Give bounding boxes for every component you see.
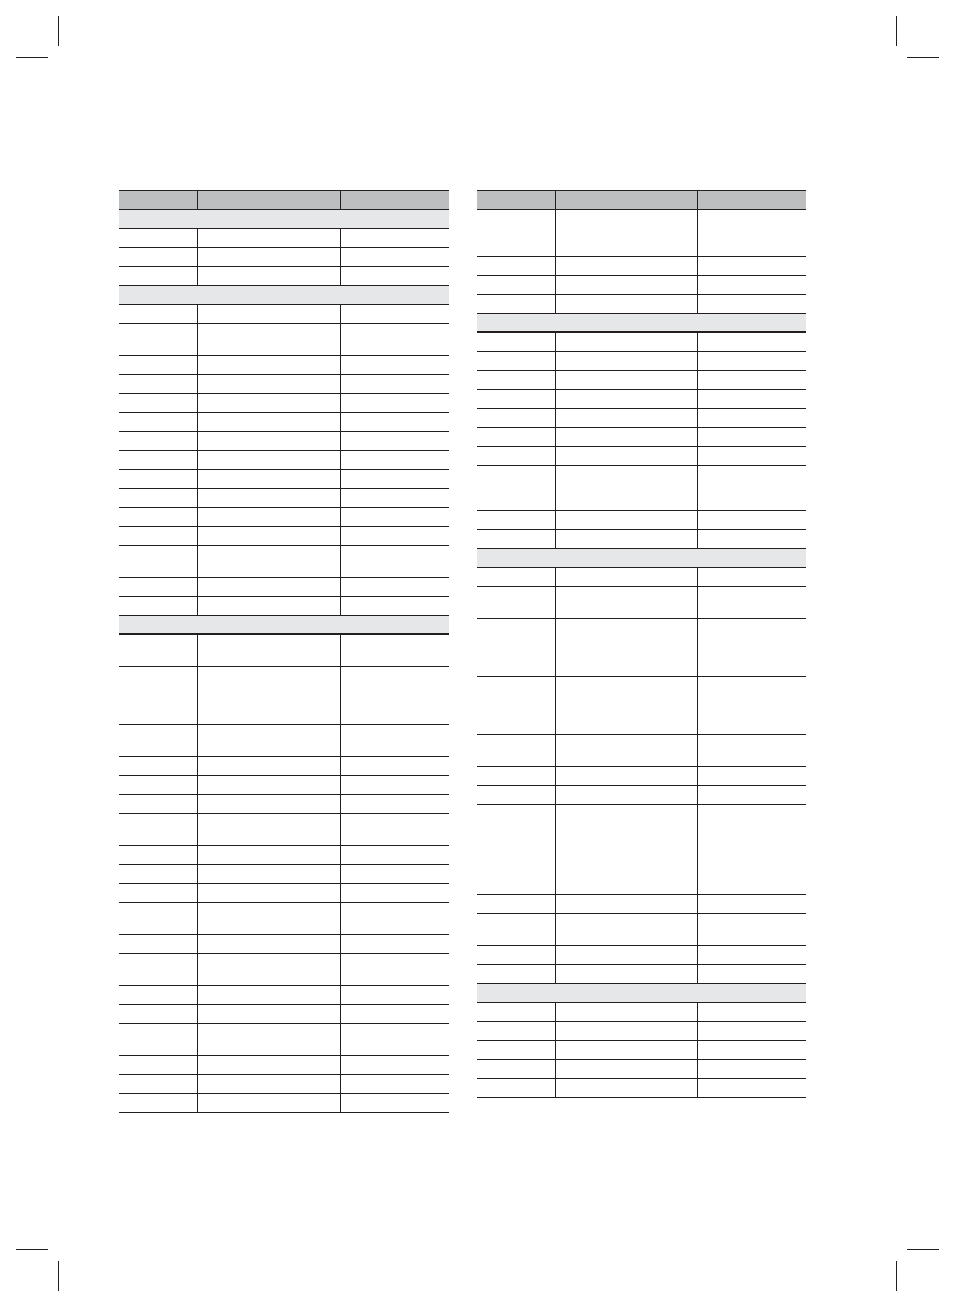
table-row xyxy=(477,895,806,914)
table-row xyxy=(477,210,806,257)
column-divider xyxy=(697,1060,698,1078)
table-row xyxy=(119,667,449,725)
column-divider xyxy=(697,1041,698,1059)
table-row xyxy=(477,1079,806,1098)
table-row xyxy=(119,248,449,267)
table-row xyxy=(119,757,449,776)
column-divider xyxy=(340,986,341,1004)
table-row xyxy=(119,1024,449,1056)
column-divider xyxy=(340,1024,341,1055)
column-divider xyxy=(197,1056,198,1074)
column-divider xyxy=(340,432,341,450)
table-row xyxy=(477,587,806,619)
table-row xyxy=(119,1056,449,1075)
column-divider xyxy=(197,451,198,469)
table-row xyxy=(477,1041,806,1060)
column-divider xyxy=(197,1005,198,1023)
column-divider xyxy=(697,677,698,734)
crop-mark-bottom-right-horizontal xyxy=(907,1249,939,1250)
table-row xyxy=(119,954,449,986)
column-divider xyxy=(697,530,698,548)
table-row xyxy=(477,914,806,946)
column-divider xyxy=(340,795,341,813)
table-row xyxy=(119,725,449,757)
crop-mark-bottom-left-vertical xyxy=(58,1261,59,1291)
table-row xyxy=(477,390,806,409)
column-divider xyxy=(555,210,556,256)
column-divider xyxy=(340,903,341,934)
column-divider xyxy=(555,295,556,313)
table-section-row xyxy=(119,210,449,229)
column-divider xyxy=(197,667,198,724)
column-divider xyxy=(197,846,198,864)
table-row xyxy=(119,546,449,578)
table-row xyxy=(477,447,806,466)
table-row xyxy=(119,229,449,248)
table-row xyxy=(477,619,806,677)
column-divider xyxy=(555,257,556,275)
column-divider xyxy=(340,597,341,615)
column-divider xyxy=(197,757,198,775)
column-divider xyxy=(197,546,198,577)
table-section-row xyxy=(477,314,806,333)
column-divider xyxy=(340,635,341,666)
table-row xyxy=(119,903,449,935)
column-divider xyxy=(197,394,198,412)
column-divider xyxy=(340,375,341,393)
column-divider xyxy=(555,677,556,734)
column-divider xyxy=(340,394,341,412)
column-divider xyxy=(555,1079,556,1097)
table-section-row xyxy=(477,549,806,568)
table-row xyxy=(477,530,806,549)
column-divider xyxy=(555,946,556,964)
table-row xyxy=(477,1022,806,1041)
column-divider xyxy=(697,428,698,446)
table-row xyxy=(119,451,449,470)
column-divider xyxy=(555,352,556,370)
column-divider xyxy=(555,1060,556,1078)
column-divider xyxy=(340,305,341,323)
column-divider xyxy=(697,409,698,427)
column-divider xyxy=(197,776,198,794)
column-divider xyxy=(197,470,198,488)
table-row xyxy=(119,884,449,903)
table-row xyxy=(119,432,449,451)
crop-mark-bottom-left-horizontal xyxy=(16,1249,48,1250)
column-divider xyxy=(697,511,698,529)
column-divider xyxy=(197,884,198,902)
column-divider xyxy=(555,447,556,465)
crop-mark-top-right-vertical xyxy=(896,16,897,46)
left-table xyxy=(119,190,449,1113)
table-row xyxy=(477,466,806,511)
column-divider xyxy=(555,767,556,785)
column-divider xyxy=(555,511,556,529)
table-row xyxy=(119,597,449,616)
column-divider xyxy=(697,767,698,785)
column-divider xyxy=(697,371,698,389)
table-row xyxy=(119,356,449,375)
column-divider xyxy=(197,432,198,450)
column-divider xyxy=(197,413,198,431)
column-divider xyxy=(697,352,698,370)
table-row xyxy=(119,578,449,597)
column-divider xyxy=(340,725,341,756)
column-divider xyxy=(197,903,198,934)
table-row xyxy=(119,635,449,667)
table-row xyxy=(119,986,449,1005)
table-row xyxy=(119,776,449,795)
table-row xyxy=(119,267,449,286)
column-divider xyxy=(197,248,198,266)
column-divider xyxy=(340,935,341,953)
table-row xyxy=(477,677,806,735)
table-section-row xyxy=(119,286,449,305)
table-row xyxy=(119,1005,449,1024)
column-divider xyxy=(340,954,341,985)
column-divider xyxy=(555,276,556,294)
column-divider xyxy=(197,578,198,596)
column-divider xyxy=(340,413,341,431)
table-row xyxy=(477,735,806,767)
column-divider xyxy=(555,568,556,586)
column-divider xyxy=(555,428,556,446)
table-row xyxy=(477,371,806,390)
column-divider xyxy=(340,1075,341,1093)
column-divider xyxy=(340,667,341,724)
column-divider xyxy=(340,267,341,285)
column-divider xyxy=(697,946,698,964)
column-divider xyxy=(197,489,198,507)
column-divider xyxy=(340,229,341,247)
column-divider xyxy=(697,295,698,313)
column-divider xyxy=(555,390,556,408)
column-divider xyxy=(197,508,198,526)
table-row xyxy=(119,508,449,527)
table-row xyxy=(119,1094,449,1113)
column-divider xyxy=(697,735,698,766)
column-divider xyxy=(340,865,341,883)
table-row xyxy=(119,935,449,954)
column-divider xyxy=(555,333,556,351)
column-divider xyxy=(555,735,556,766)
column-divider xyxy=(555,965,556,983)
column-divider xyxy=(340,1056,341,1074)
table-section-row xyxy=(477,984,806,1003)
table-row xyxy=(477,276,806,295)
column-divider xyxy=(197,795,198,813)
table-row xyxy=(477,352,806,371)
table-row xyxy=(119,394,449,413)
column-divider xyxy=(697,1022,698,1040)
crop-mark-top-right-horizontal xyxy=(907,57,939,58)
table-row xyxy=(119,489,449,508)
table-header-row xyxy=(119,191,449,210)
table-row xyxy=(119,846,449,865)
column-divider xyxy=(340,846,341,864)
column-divider xyxy=(340,508,341,526)
table-row xyxy=(477,257,806,276)
table-row xyxy=(477,428,806,447)
column-divider xyxy=(197,305,198,323)
column-divider xyxy=(197,1094,198,1112)
table-header-row xyxy=(477,191,806,210)
column-divider xyxy=(555,587,556,618)
column-divider xyxy=(555,895,556,913)
table-row xyxy=(119,324,449,356)
column-divider xyxy=(555,1022,556,1040)
column-divider xyxy=(340,324,341,355)
table-row xyxy=(477,568,806,587)
column-divider xyxy=(197,725,198,756)
column-divider xyxy=(340,757,341,775)
column-divider xyxy=(340,489,341,507)
column-divider xyxy=(197,267,198,285)
column-divider xyxy=(555,191,556,209)
table-section-row xyxy=(119,616,449,635)
table-row xyxy=(119,795,449,814)
crop-mark-top-left-horizontal xyxy=(16,57,48,58)
column-divider xyxy=(555,1003,556,1021)
table-row xyxy=(477,511,806,530)
column-divider xyxy=(555,914,556,945)
column-divider xyxy=(697,619,698,676)
column-divider xyxy=(697,786,698,804)
right-table xyxy=(477,190,806,1098)
column-divider xyxy=(555,466,556,510)
column-divider xyxy=(697,805,698,894)
column-divider xyxy=(697,568,698,586)
table-row xyxy=(119,865,449,884)
column-divider xyxy=(197,597,198,615)
column-divider xyxy=(197,191,198,209)
column-divider xyxy=(697,333,698,351)
column-divider xyxy=(340,546,341,577)
column-divider xyxy=(340,884,341,902)
column-divider xyxy=(197,635,198,666)
column-divider xyxy=(197,1075,198,1093)
table-row xyxy=(477,805,806,895)
column-divider xyxy=(340,776,341,794)
column-divider xyxy=(697,466,698,510)
column-divider xyxy=(697,965,698,983)
table-row xyxy=(477,965,806,984)
column-divider xyxy=(197,324,198,355)
table-row xyxy=(477,1060,806,1079)
column-divider xyxy=(555,409,556,427)
column-divider xyxy=(197,935,198,953)
column-divider xyxy=(340,527,341,545)
column-divider xyxy=(697,587,698,618)
crop-mark-bottom-right-vertical xyxy=(896,1261,897,1291)
table-row xyxy=(119,305,449,324)
column-divider xyxy=(697,276,698,294)
column-divider xyxy=(555,371,556,389)
column-divider xyxy=(697,914,698,945)
table-row xyxy=(477,946,806,965)
column-divider xyxy=(340,470,341,488)
table-row xyxy=(119,413,449,432)
column-divider xyxy=(555,786,556,804)
table-row xyxy=(477,333,806,352)
table-row xyxy=(119,527,449,546)
table-row xyxy=(119,814,449,846)
table-row xyxy=(119,375,449,394)
table-row xyxy=(477,767,806,786)
column-divider xyxy=(340,191,341,209)
table-row xyxy=(477,1003,806,1022)
table-row xyxy=(119,470,449,489)
crop-mark-top-left-vertical xyxy=(58,16,59,46)
column-divider xyxy=(340,814,341,845)
column-divider xyxy=(340,451,341,469)
column-divider xyxy=(340,1094,341,1112)
table-row xyxy=(477,409,806,428)
column-divider xyxy=(197,1024,198,1055)
table-row xyxy=(477,786,806,805)
column-divider xyxy=(340,578,341,596)
column-divider xyxy=(197,954,198,985)
column-divider xyxy=(697,447,698,465)
column-divider xyxy=(340,248,341,266)
column-divider xyxy=(697,895,698,913)
column-divider xyxy=(555,530,556,548)
column-divider xyxy=(697,1003,698,1021)
column-divider xyxy=(197,527,198,545)
column-divider xyxy=(340,1005,341,1023)
column-divider xyxy=(555,1041,556,1059)
column-divider xyxy=(697,210,698,256)
column-divider xyxy=(697,191,698,209)
column-divider xyxy=(197,814,198,845)
column-divider xyxy=(197,356,198,374)
table-row xyxy=(119,1075,449,1094)
column-divider xyxy=(340,356,341,374)
column-divider xyxy=(197,229,198,247)
column-divider xyxy=(197,865,198,883)
column-divider xyxy=(697,1079,698,1097)
column-divider xyxy=(197,986,198,1004)
column-divider xyxy=(697,390,698,408)
column-divider xyxy=(197,375,198,393)
column-divider xyxy=(555,805,556,894)
table-row xyxy=(477,295,806,314)
column-divider xyxy=(697,257,698,275)
column-divider xyxy=(555,619,556,676)
